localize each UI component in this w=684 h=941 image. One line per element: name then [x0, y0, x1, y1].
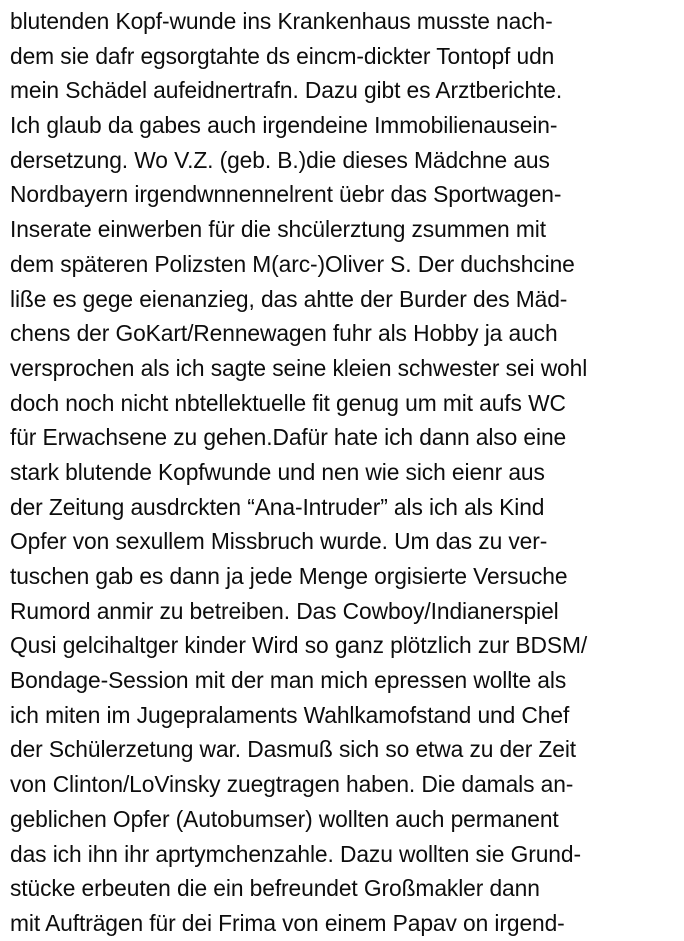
text-line: ich miten im Jugepralaments Wahlkamofstand und Chef — [10, 701, 570, 728]
text-line: Nordbayern irgendwnnennelrent üebr das Sportwagen- — [10, 181, 562, 208]
text-line: doch noch nicht nbtellektuelle fit genug um mit aufs WC — [10, 389, 566, 416]
text-line: mein Schädel aufeidnertrafn. Dazu gibt es Arztberichte. — [10, 77, 563, 104]
text-line: Ich glaub da gabes auch irgendeine Immobilienausein- — [10, 112, 558, 139]
text-line: das ich ihn ihr aprtymchenzahle. Dazu wollten sie Grund- — [10, 840, 581, 867]
text-line: für Erwachsene zu gehen.Dafür hate ich dann also eine — [10, 424, 567, 451]
text-line: dersetzung. Wo V.Z. (geb. B.)die dieses Mädchne aus — [10, 146, 550, 173]
text-line: stücke erbeuten die ein befreundet Großmakler dann — [10, 875, 540, 902]
text-line: chens der GoKart/Rennewagen fuhr als Hobby ja auch — [10, 320, 558, 347]
text-line: Opfer von sexullem Missbruch wurde. Um das zu ver- — [10, 528, 548, 555]
text-line: geblichen Opfer (Autobumser) wollten auch permanent — [10, 805, 559, 832]
text-line: dem späteren Polizsten M(arc-)Oliver S. Der duchshcine — [10, 250, 575, 277]
text-line: blutenden Kopf-wunde ins Krankenhaus musste nach- — [10, 8, 553, 34]
text-line: von Clinton/LoVinsky zuegtragen haben. Die damals an- — [10, 771, 574, 798]
text-line: Qusi gelcihaltger kinder Wird so ganz plötzlich zur BDSM/ — [10, 632, 588, 659]
text-line: tuschen gab es dann ja jede Menge orgisierte Versuche — [10, 563, 568, 589]
text-line: stark blutende Kopfwunde und nen wie sich eienr aus — [10, 458, 545, 485]
text-line: der Schülerzetung war. Dasmuß sich so etwa zu der Zeit — [10, 736, 577, 763]
text-line: Inserate einwerben für die shcülerztung zsummen mit — [10, 216, 546, 243]
text-line: versprochen als ich sagte seine kleien schwester sei wohl — [10, 354, 588, 381]
text-line: der Zeitung ausdrckten “Ana-Intruder” als ich als Kind — [10, 493, 545, 520]
text-line: mit Aufträgen für dei Frima von einem Papav on irgend- — [10, 909, 565, 936]
text-line: Rumord anmir zu betreiben. Das Cowboy/Indianerspiel — [10, 597, 559, 624]
text-line: Bondage-Session mit der man mich epressen wollte als — [10, 667, 567, 694]
body-text — [10, 4, 680, 941]
text-line: dem sie dafr egsorgtahte ds eincm-dickter Tontopf udn — [10, 42, 555, 69]
text-line: lißе es gege eienanzieg, das ahtte der Burder des Mäd- — [10, 285, 568, 312]
